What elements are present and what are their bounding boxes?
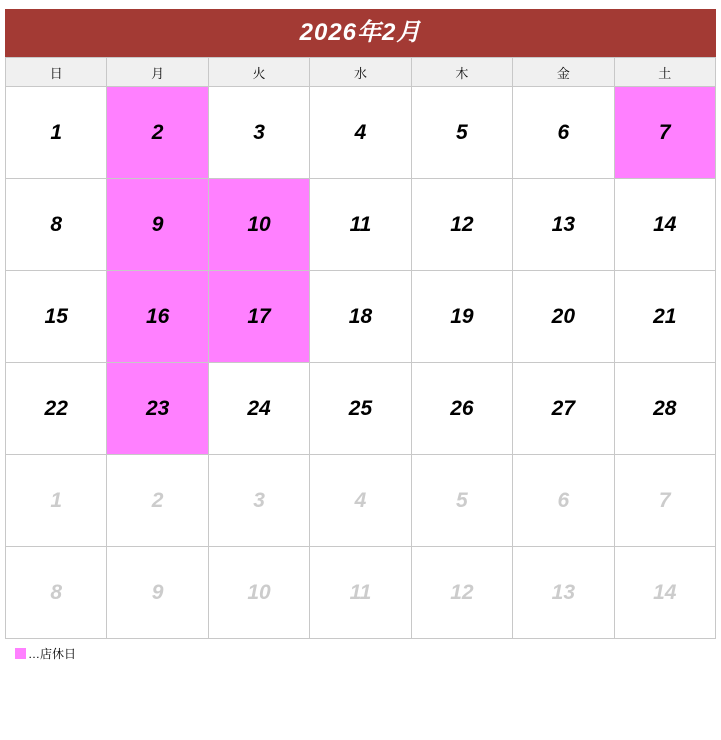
- calendar-day-cell[interactable]: 9: [107, 179, 208, 271]
- calendar-day-cell[interactable]: 8: [6, 547, 107, 639]
- calendar-day-cell[interactable]: 5: [411, 87, 512, 179]
- calendar-week-row: [6, 363, 716, 455]
- calendar-title: 2026年2月: [5, 9, 716, 57]
- weekday-header-sun: 日: [6, 58, 107, 87]
- calendar-day-cell[interactable]: 27: [513, 363, 614, 455]
- calendar-day-cell[interactable]: 28: [614, 363, 715, 455]
- calendar-day-cell[interactable]: 26: [411, 363, 512, 455]
- calendar-day-cell[interactable]: 11: [310, 547, 411, 639]
- calendar-day-cell[interactable]: 14: [614, 547, 715, 639]
- legend-label: …店休日: [28, 647, 77, 661]
- calendar-day-cell[interactable]: 15: [6, 271, 107, 363]
- weekday-header-sat: 土: [614, 58, 715, 87]
- weekday-header-thu: 木: [411, 58, 512, 87]
- calendar-day-cell[interactable]: 12: [411, 547, 512, 639]
- calendar-day-cell[interactable]: 13: [513, 547, 614, 639]
- weekday-header-mon: 月: [107, 58, 208, 87]
- calendar-day-cell[interactable]: 3: [208, 87, 309, 179]
- calendar-day-cell[interactable]: 18: [310, 271, 411, 363]
- calendar-day-cell[interactable]: 4: [310, 455, 411, 547]
- calendar-body: [6, 87, 716, 639]
- calendar-day-cell[interactable]: 19: [411, 271, 512, 363]
- calendar-day-cell[interactable]: 21: [614, 271, 715, 363]
- calendar-day-cell[interactable]: 8: [6, 179, 107, 271]
- calendar-day-cell[interactable]: 10: [208, 179, 309, 271]
- calendar-container: [5, 9, 716, 662]
- calendar-day-cell[interactable]: 9: [107, 547, 208, 639]
- weekday-header-wed: 水: [310, 58, 411, 87]
- calendar-day-cell[interactable]: 23: [107, 363, 208, 455]
- calendar-table: [5, 57, 716, 639]
- calendar-day-cell[interactable]: 20: [513, 271, 614, 363]
- calendar-day-cell[interactable]: 13: [513, 179, 614, 271]
- calendar-day-cell[interactable]: 11: [310, 179, 411, 271]
- weekday-header-fri: 金: [513, 58, 614, 87]
- calendar-day-cell[interactable]: 2: [107, 87, 208, 179]
- calendar-day-cell[interactable]: 12: [411, 179, 512, 271]
- weekday-header-tue: 火: [208, 58, 309, 87]
- calendar-day-cell[interactable]: 16: [107, 271, 208, 363]
- calendar-week-row: [6, 179, 716, 271]
- calendar-day-cell[interactable]: 17: [208, 271, 309, 363]
- calendar-day-cell[interactable]: 3: [208, 455, 309, 547]
- calendar-day-cell[interactable]: 1: [6, 455, 107, 547]
- legend: [15, 645, 716, 662]
- calendar-day-cell[interactable]: 25: [310, 363, 411, 455]
- closed-day-swatch-icon: [15, 648, 26, 659]
- calendar-day-cell[interactable]: 10: [208, 547, 309, 639]
- calendar-day-cell[interactable]: 1: [6, 87, 107, 179]
- calendar-day-cell[interactable]: 2: [107, 455, 208, 547]
- calendar-day-cell[interactable]: 6: [513, 87, 614, 179]
- calendar-day-cell[interactable]: 5: [411, 455, 512, 547]
- calendar-week-row: [6, 87, 716, 179]
- calendar-day-cell[interactable]: 24: [208, 363, 309, 455]
- calendar-day-cell[interactable]: 7: [614, 87, 715, 179]
- calendar-week-row: [6, 271, 716, 363]
- calendar-day-cell[interactable]: 22: [6, 363, 107, 455]
- calendar-weekday-header-row: [6, 58, 716, 87]
- calendar-day-cell[interactable]: 4: [310, 87, 411, 179]
- calendar-day-cell[interactable]: 7: [614, 455, 715, 547]
- calendar-day-cell[interactable]: 6: [513, 455, 614, 547]
- calendar-week-row: [6, 547, 716, 639]
- calendar-week-row: [6, 455, 716, 547]
- calendar-day-cell[interactable]: 14: [614, 179, 715, 271]
